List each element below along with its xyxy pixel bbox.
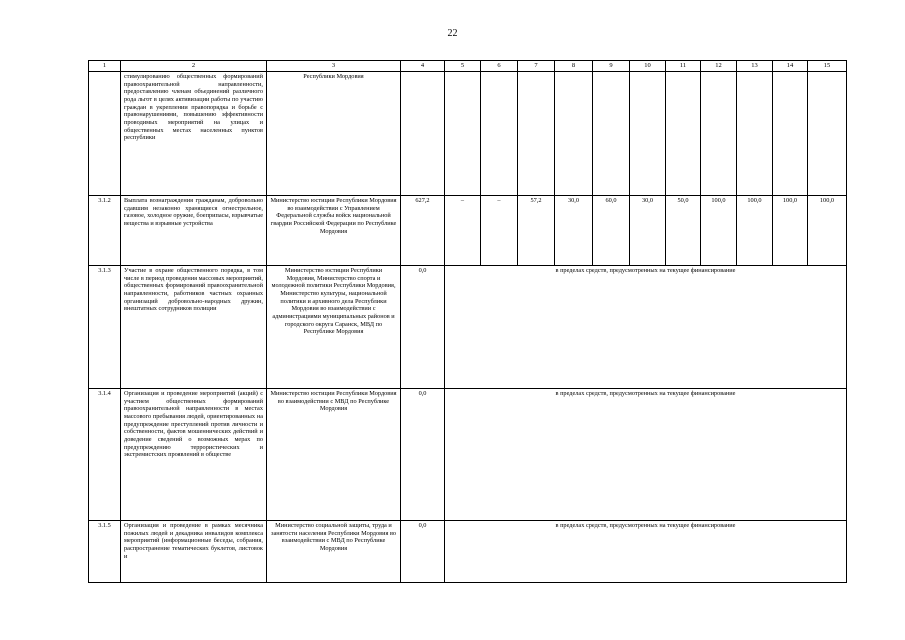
value-cell: 50,0 <box>666 196 701 266</box>
total-cell: 0,0 <box>401 266 445 389</box>
table-row <box>89 389 847 521</box>
row-description: Участие в охране общественного порядка, в том числе в период проведения массовых мероприятий, общественных формирований правоохранительной направленности, работников частных охранных организаций добровольно-народных дружин, внештатных сотрудников полиции <box>121 266 267 389</box>
row-executor: Министерство юстиции Республики Мордовия во взаимодействии с Управлением Федеральной службы войск национальной гвардии Российской Федерации по Республике Мордовия <box>267 196 401 266</box>
row-executor: Министерство социальной защиты, труда и занятости населения Республики Мордовия во взаимодействии с МВД по Республике Мордовия <box>267 521 401 583</box>
value-cell <box>481 72 518 196</box>
col-header: 13 <box>737 61 773 72</box>
value-cell <box>773 72 808 196</box>
col-header: 9 <box>593 61 630 72</box>
value-cell <box>593 72 630 196</box>
row-executor: Республики Мордовия <box>267 72 401 196</box>
value-cell: – <box>481 196 518 266</box>
value-cell <box>737 72 773 196</box>
col-header: 2 <box>121 61 267 72</box>
value-cell <box>808 72 847 196</box>
value-cell <box>666 72 701 196</box>
value-cell: 100,0 <box>737 196 773 266</box>
row-executor: Министерство юстиции Республики Мордовия, Министерство спорта и молодежной политики Республики Мордовия, Министерство культуры, национальной политики и архивного дела Республики Мордовия во взаимодействии с администрациями муниципальных районов и городского округа Саранск, МВД по Республике Мордовия <box>267 266 401 389</box>
col-header: 1 <box>89 61 121 72</box>
row-description: Организация и проведение в рамках месячника пожилых людей и декадника инвалидов комплекса мероприятий (информационные беседы, собрания, распространение тематических буклетов, листовок и <box>121 521 267 583</box>
value-cell <box>555 72 593 196</box>
row-description: Выплата вознаграждения гражданам, добровольно сдавшим незаконно хранящиеся огнестрельное, газовое, холодное оружие, боеприпасы, взрывчатые вещества и взрывные устройства <box>121 196 267 266</box>
table-row <box>89 196 847 266</box>
col-header: 7 <box>518 61 555 72</box>
page-number: 22 <box>447 28 458 39</box>
row-executor: Министерство юстиции Республики Мордовия во взаимодействии с МВД по Республике Мордовия <box>267 389 401 521</box>
total-cell: 0,0 <box>401 389 445 521</box>
table-row <box>89 72 847 196</box>
col-header: 15 <box>808 61 847 72</box>
value-cell: 100,0 <box>701 196 737 266</box>
value-cell <box>630 72 666 196</box>
table-row <box>89 521 847 583</box>
col-header: 5 <box>445 61 481 72</box>
financing-note: в пределах средств, предусмотренных на текущее финансирование <box>445 389 847 521</box>
row-description: стимулированию общественных формирований правоохранительной направленности, предоставлению членам объединений различного рода льгот в целях активизации работы по участию граждан в укреплении правопорядка и борьбе с правонарушениями, повышению эффективности проводимых мероприятий на улицах и общественных местах населенных пунктов республики <box>121 72 267 196</box>
col-header: 14 <box>773 61 808 72</box>
col-header: 10 <box>630 61 666 72</box>
value-cell: – <box>445 196 481 266</box>
value-cell: 100,0 <box>808 196 847 266</box>
row-id <box>89 72 121 196</box>
col-header: 8 <box>555 61 593 72</box>
value-cell: 60,0 <box>593 196 630 266</box>
value-cell <box>518 72 555 196</box>
col-header: 12 <box>701 61 737 72</box>
row-id: 3.1.4 <box>89 389 121 521</box>
value-cell: 30,0 <box>630 196 666 266</box>
row-description: Организация и проведение мероприятий (акций) с участием общественных формирований правоохранительной направленности в местах массового пребывания людей, ориентированных на предупреждение преступлений против личности и собственности, фактов мошеннических действий и доведение сведений о возможных мерах по предупреждению террористических и экстремистских проявлений в обществе <box>121 389 267 521</box>
row-id: 3.1.2 <box>89 196 121 266</box>
col-header: 11 <box>666 61 701 72</box>
row-id: 3.1.3 <box>89 266 121 389</box>
financing-note: в пределах средств, предусмотренных на текущее финансирование <box>445 266 847 389</box>
total-cell: 0,0 <box>401 521 445 583</box>
row-id: 3.1.5 <box>89 521 121 583</box>
col-header: 6 <box>481 61 518 72</box>
value-cell <box>401 72 445 196</box>
value-cell: 627,2 <box>401 196 445 266</box>
value-cell: 57,2 <box>518 196 555 266</box>
financing-note: в пределах средств, предусмотренных на текущее финансирование <box>445 521 847 583</box>
col-header: 3 <box>267 61 401 72</box>
column-number-row <box>89 61 847 72</box>
value-cell: 30,0 <box>555 196 593 266</box>
program-table <box>88 60 847 583</box>
value-cell <box>445 72 481 196</box>
col-header: 4 <box>401 61 445 72</box>
table-row <box>89 266 847 389</box>
value-cell <box>701 72 737 196</box>
value-cell: 100,0 <box>773 196 808 266</box>
